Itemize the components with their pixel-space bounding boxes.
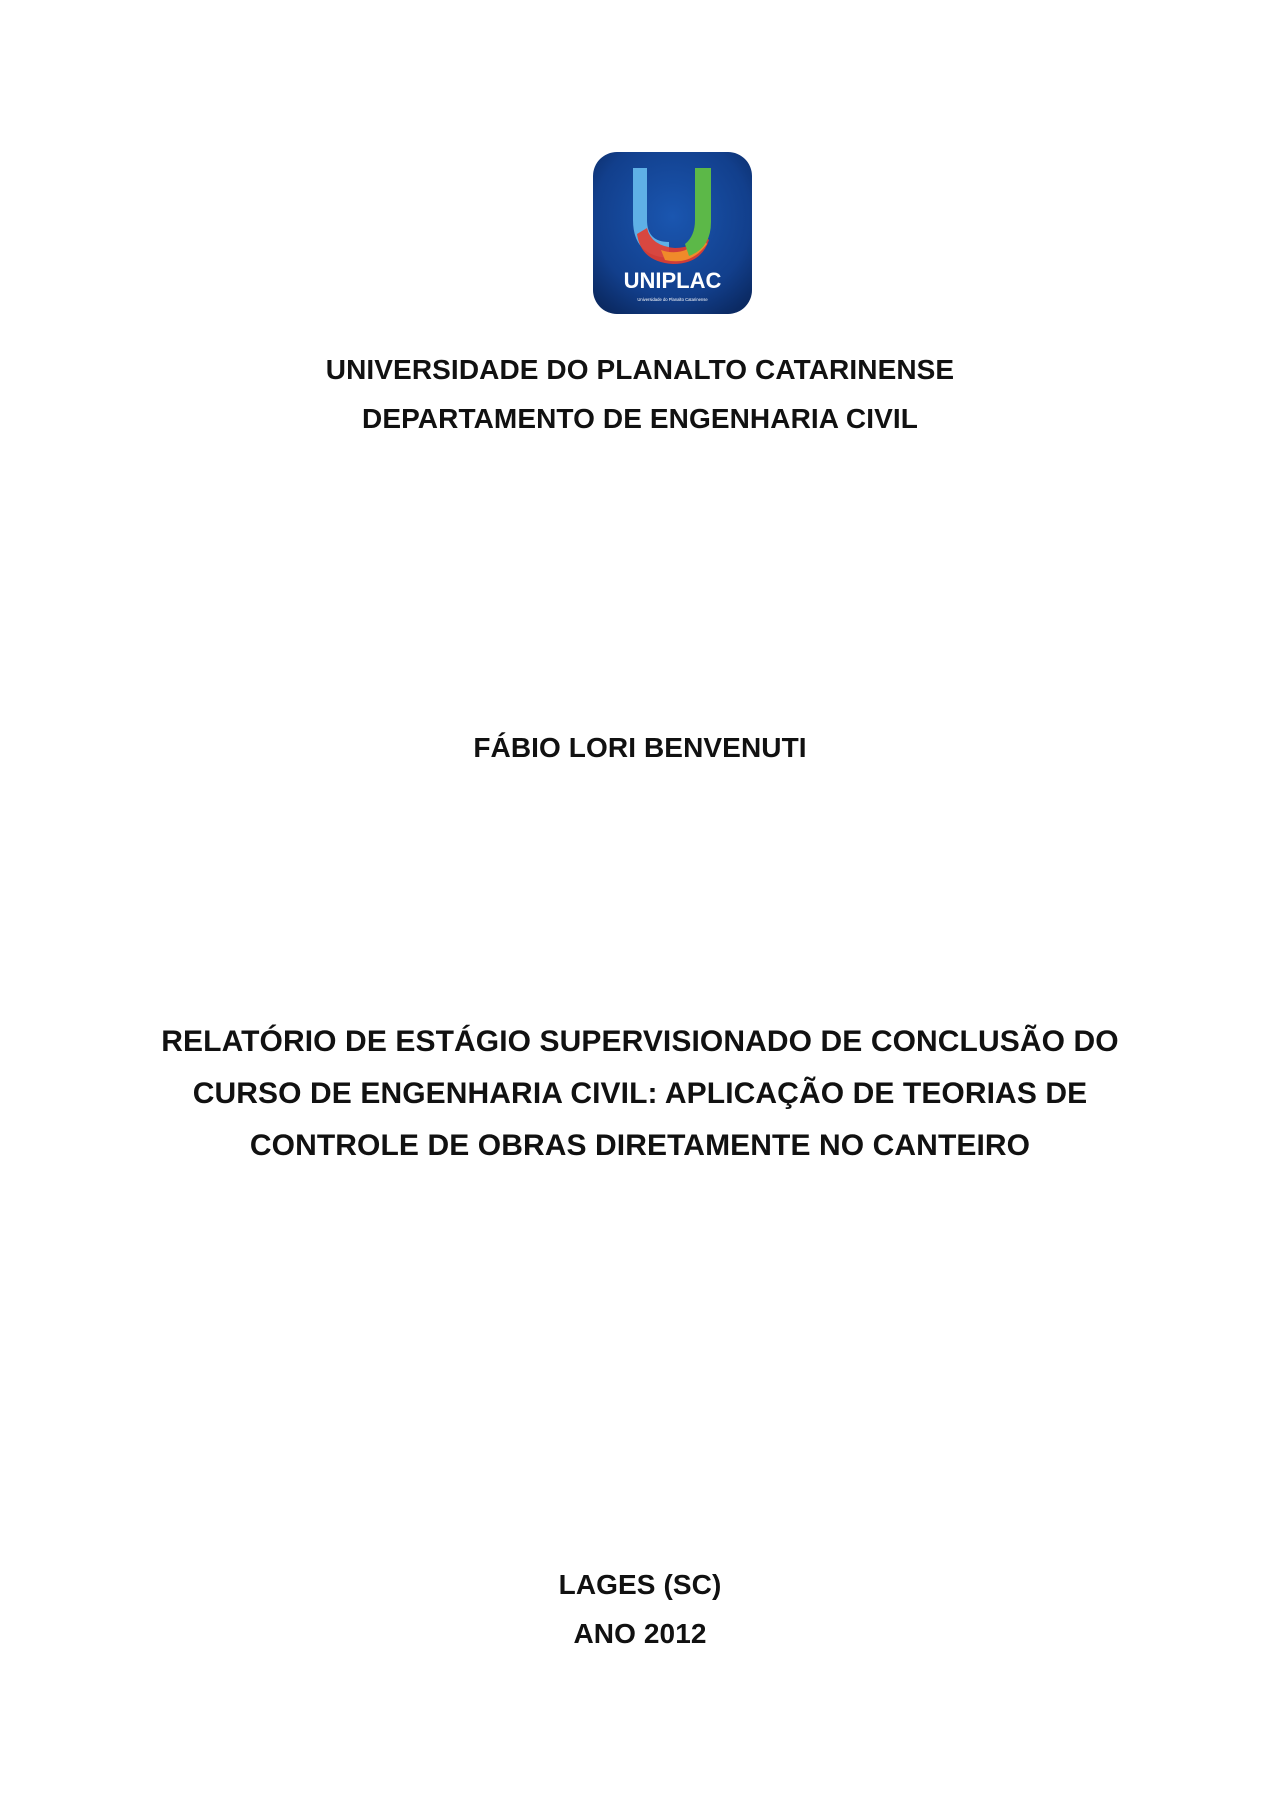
logo-wordmark: UNIPLAC xyxy=(623,268,722,293)
uniplac-logo xyxy=(591,150,754,316)
location-date xyxy=(0,1560,1280,1658)
university-name: UNIVERSIDADE DO PLANALTO CATARINENSE xyxy=(325,354,955,385)
author-section xyxy=(0,728,1280,768)
department-name: DEPARTAMENTO DE ENGENHARIA CIVIL xyxy=(362,403,918,434)
logo-tagline: Universidade do Planalto Catarinense xyxy=(637,297,708,302)
title-line-2: CURSO DE ENGENHARIA CIVIL: APLICAÇÃO DE TEORIAS DE xyxy=(192,1077,1088,1110)
city: LAGES (SC) xyxy=(558,1569,722,1600)
author-name: FÁBIO LORI BENVENUTI xyxy=(473,732,807,763)
institution-header xyxy=(0,345,1280,443)
uniplac-logo-icon xyxy=(591,150,754,316)
year: ANO 2012 xyxy=(573,1618,707,1649)
title-line-3: CONTROLE DE OBRAS DIRETAMENTE NO CANTEIRO xyxy=(249,1129,1031,1162)
report-title xyxy=(0,1016,1280,1172)
title-line-1: RELATÓRIO DE ESTÁGIO SUPERVISIONADO DE CONCLUSÃO DO xyxy=(161,1025,1119,1058)
